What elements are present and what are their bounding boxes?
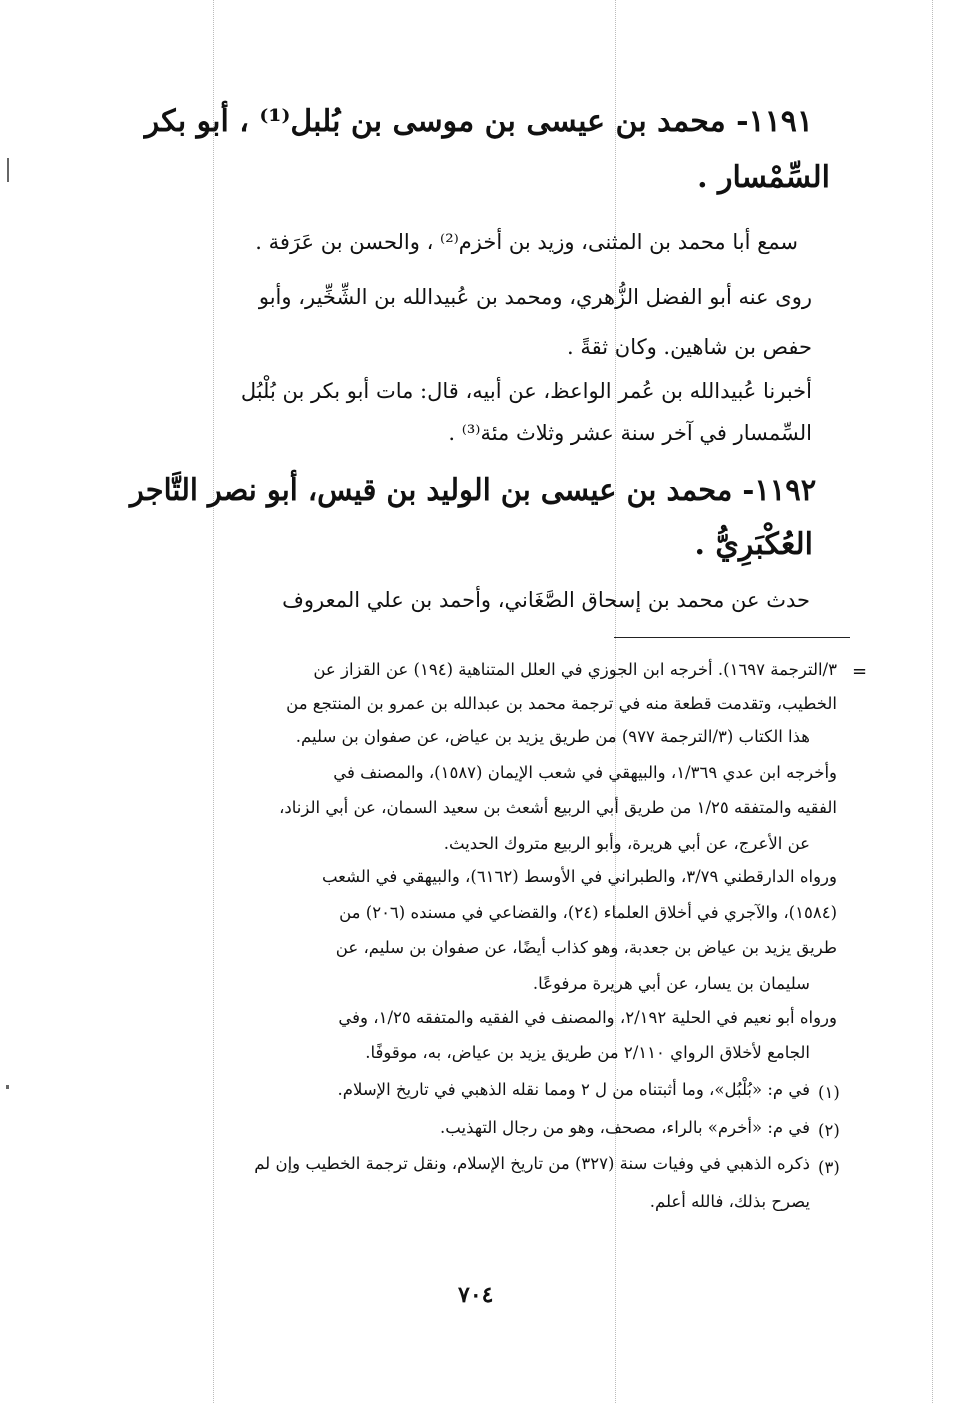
footnote-line: يصرح بذلك، فالله أعلم. (649, 1192, 810, 1211)
scan-dots (213, 0, 214, 1403)
scan-dots (932, 0, 933, 1403)
footnote-line: سليمان بن يسار، عن أبي هريرة مرفوعًا. (532, 974, 810, 993)
entry-heading-line: السِّمْسار . (697, 160, 830, 195)
footnote-line: في م: «أخرم» بالراء، مصحف، وهو من رجال التهذيب. (440, 1118, 810, 1137)
scan-mark (6, 1085, 9, 1089)
entry-paragraph-line: السِّمسار في آخر سنة عشر وثلاث مئة⁽³⁾ . (448, 421, 812, 445)
page-number: ٧٠٤ (458, 1282, 494, 1308)
footnote-line: وأخرجه ابن عدي ١/٣٦٩، والبيهقي في شعب الإيمان (١٥٨٧)، والمصنف في (333, 763, 837, 782)
footnote-line: الفقيه والمتفقه ١/٢٥ من طريق أبي الربيع أشعث بن سعيد السمان، عن أبي الزناد، (279, 798, 837, 817)
footnote-line: الخطيب، وتقدمت قطعة منه في ترجمة محمد بن عبدالله بن عمرو بن المنتجع من (286, 694, 837, 713)
footnote-line: ذكره الذهبي في وفيات سنة (٣٢٧) من تاريخ الإسلام، ونقل ترجمة الخطيب وإن لم (254, 1154, 810, 1173)
entry-paragraph-line: سمع أبا محمد بن المثنى، وزيد بن أخزم⁽²⁾ ، والحسن بن عَرَفة . (255, 230, 798, 254)
footnote-separator (614, 637, 850, 638)
entry-heading-line: العُكْبَرِيُّ . (694, 527, 813, 562)
entry-paragraph-line: حفص بن شاهين. وكان ثقةً . (567, 335, 812, 359)
scan-mark (7, 158, 9, 182)
footnote-line: ٣/الترجمة ١٦٩٧). أخرجه ابن الجوزي في العلل المتناهية (١٩٤) عن القزاز عن (313, 660, 837, 679)
footnote-line: في م: «بُلْبُل»، وما أثبتناه من ل ٢ ومما نقله الذهبي في تاريخ الإسلام. (337, 1080, 810, 1099)
footnote-number: (٢) (818, 1121, 840, 1140)
footnote-line: (١٥٨٤)، والآجري في أخلاق العلماء (٢٤)، والقضاعي في مسنده (٢٠٦) من (339, 903, 837, 922)
entry-paragraph-line: حدث عن محمد بن إسحاق الصَّغَاني، وأحمد بن علي المعروف (282, 588, 810, 612)
footnote-line: ورواه الدارقطني ٣/٧٩، والطبراني في الأوسط (٦١٦٢)، والبيهقي في الشعب (321, 867, 837, 886)
footnote-line: هذا الكتاب (٣/الترجمة ٩٧٧) من طريق يزيد بن عياض، عن صفوان بن سليم. (295, 727, 810, 746)
footnote-line: عن الأعرج، عن أبي هريرة، وأبو الربيع متروك الحديث. (443, 834, 810, 853)
footnote-line: الجامع لأخلاق الرواي ٢/١١٠ من طريق يزيد بن عياض، به، موقوفًا. (365, 1043, 810, 1062)
footnote-line: طريق يزيد بن عياض بن جعدبة، وهو كذاب أيضًا، عن صفوان بن سليم، عن (335, 938, 837, 957)
entry-paragraph-line: أخبرنا عُبيدالله بن عُمر الواعظ، عن أبيه، قال: مات أبو بكر بن بُلْبُل (240, 379, 812, 403)
entry-paragraph-line: روى عنه أبو الفضل الزُّهري، ومحمد بن عُبيدالله بن الشِّخِّير، وأبو (258, 285, 812, 309)
entry-heading-line: ١١٩٢- محمد بن عيسى بن الوليد بن قيس، أبو نصر التَّاجر (129, 473, 816, 508)
footnote-number: (٣) (818, 1158, 840, 1177)
entry-heading-line: ١١٩١- محمد بن عيسى بن موسى بن بُلبل⁽¹⁾ ، أبو بكر (144, 104, 813, 139)
footnote-line: ورواه أبو نعيم في الحلية ٢/١٩٢، والمصنف في الفقيه والمتفقه ١/٢٥، وفي (338, 1008, 837, 1027)
footnote-number: (١) (818, 1083, 840, 1102)
continuation-marker: = (852, 661, 868, 682)
